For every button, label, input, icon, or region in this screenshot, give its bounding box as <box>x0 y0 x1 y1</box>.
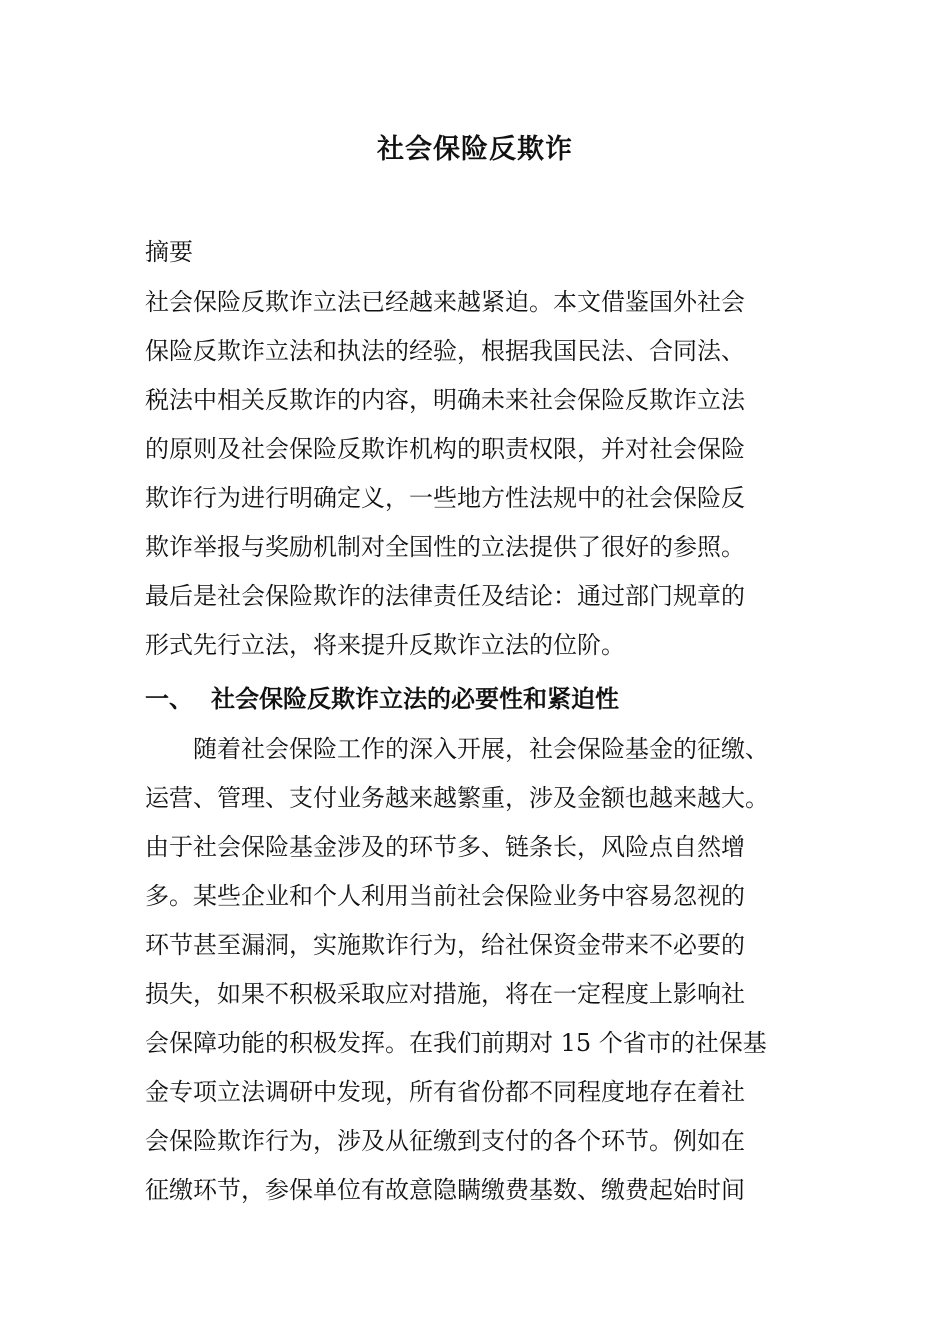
body-line: 损失，如果不积极采取应对措施，将在一定程度上影响社 <box>145 980 745 1008</box>
abstract-line: 欺诈举报与奖励机制对全国性的立法提供了很好的参照。 <box>145 533 745 561</box>
body-line: 多。某些企业和个人利用当前社会保险业务中容易忽视的 <box>145 882 745 910</box>
body-line: 环节甚至漏洞，实施欺诈行为，给社保资金带来不必要的 <box>145 931 745 959</box>
body-line: 随着社会保险工作的深入开展，社会保险基金的征缴、 <box>145 735 769 763</box>
abstract-line: 保险反欺诈立法和执法的经验，根据我国民法、合同法、 <box>145 337 745 365</box>
abstract-line: 社会保险反欺诈立法已经越来越紧迫。本文借鉴国外社会 <box>145 288 745 316</box>
body-line: 会保障功能的积极发挥。在我们前期对 15 个省市的社保基 <box>145 1029 767 1057</box>
abstract-paragraph <box>145 278 810 670</box>
abstract-line: 形式先行立法，将来提升反欺诈立法的位阶。 <box>145 631 625 659</box>
body-line: 由于社会保险基金涉及的环节多、链条长，风险点自然增 <box>145 833 745 861</box>
abstract-line: 税法中相关反欺诈的内容，明确未来社会保险反欺诈立法 <box>145 386 745 414</box>
section-title: 社会保险反欺诈立法的必要性和紧迫性 <box>211 684 619 713</box>
section-heading <box>145 674 810 723</box>
body-line: 征缴环节，参保单位有故意隐瞒缴费基数、缴费起始时间 <box>145 1176 745 1204</box>
body-line: 会保险欺诈行为，涉及从征缴到支付的各个环节。例如在 <box>145 1127 745 1155</box>
body-paragraph <box>145 725 810 1215</box>
abstract-line: 的原则及社会保险反欺诈机构的职责权限，并对社会保险 <box>145 435 745 463</box>
abstract-heading: 摘要 <box>145 238 193 266</box>
body-line: 运营、管理、支付业务越来越繁重，涉及金额也越来越大。 <box>145 784 769 812</box>
body-line: 金专项立法调研中发现，所有省份都不同程度地存在着社 <box>145 1078 745 1106</box>
section-number: 一、 <box>145 684 193 713</box>
abstract-line: 欺诈行为进行明确定义，一些地方性法规中的社会保险反 <box>145 484 745 512</box>
abstract-line: 最后是社会保险欺诈的法律责任及结论：通过部门规章的 <box>145 582 745 610</box>
document-title: 社会保险反欺诈 <box>377 134 573 165</box>
